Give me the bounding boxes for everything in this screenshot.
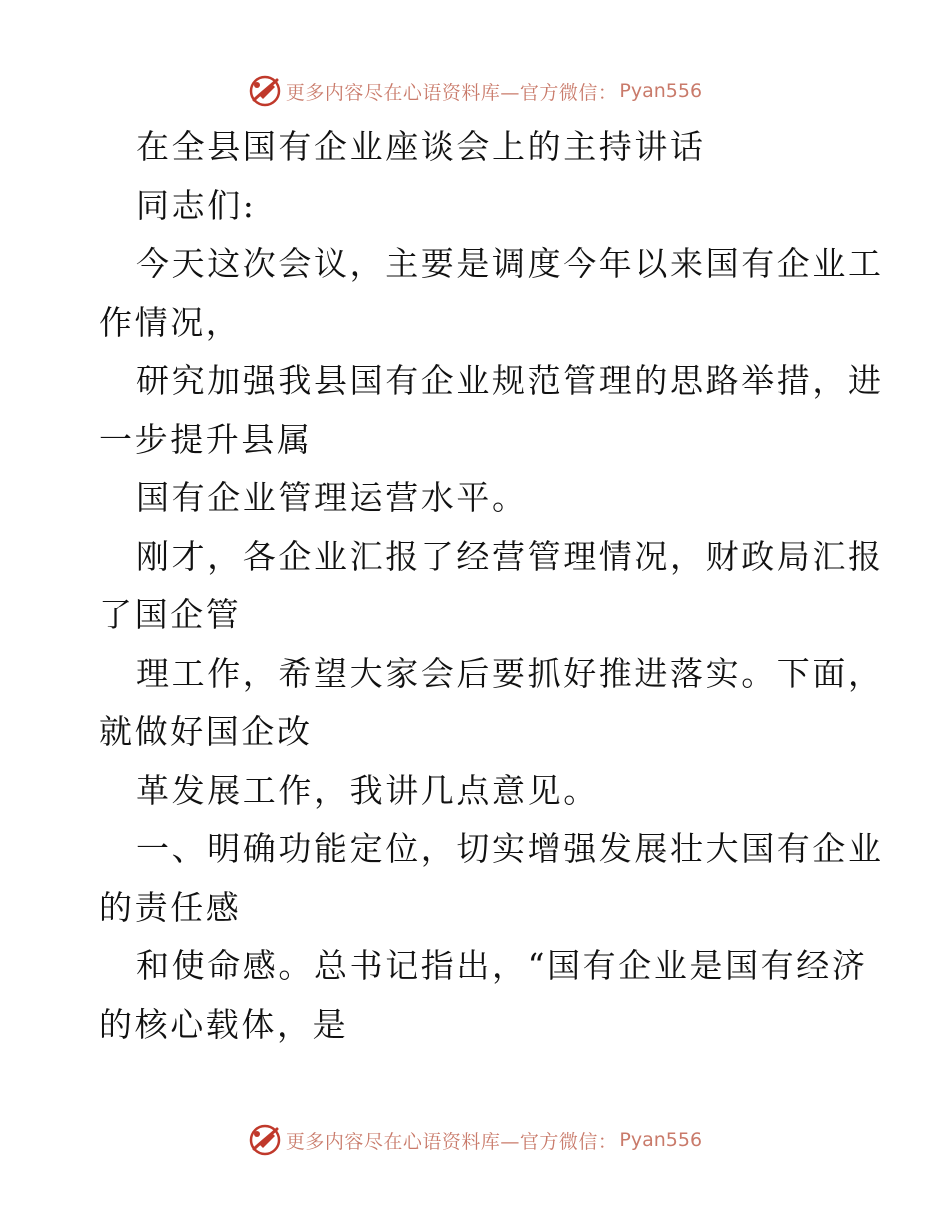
text-line: 在全县国有企业座谈会上的主持讲话: [136, 127, 706, 166]
text-line: 作情况，: [99, 302, 242, 342]
text-line: 和使命感。总书记指出，“国有企业是国有经济: [136, 946, 868, 985]
text-line: 今天这次会议，主要是调度今年以来国有企业工: [136, 244, 884, 283]
text-line: 就做好国企改: [99, 712, 313, 751]
document-body: [99, 118, 884, 1054]
text-line: 一、明确功能定位，切实增强发展壮大国有企业: [136, 829, 884, 868]
text-line: 的责任感: [99, 887, 242, 927]
pen-logo-icon: [248, 74, 282, 108]
text-line: 革发展工作，我讲几点意见。: [136, 770, 599, 810]
watermark-text: 更多内容尽在心语资料库—官方微信：: [285, 1130, 618, 1153]
text-line: 了国企管: [99, 595, 242, 634]
footer-watermark: [0, 1120, 950, 1160]
text-line: 理工作，希望大家会后要抓好推进落实。下面，: [136, 653, 884, 693]
watermark-wechat-id: Pyan556: [619, 80, 703, 102]
text-line: 一步提升县属: [99, 419, 313, 459]
watermark-wechat-id: Pyan556: [619, 1129, 703, 1151]
text-line: 刚才，各企业汇报了经营管理情况，财政局汇报: [136, 536, 884, 576]
header-watermark: [0, 71, 950, 111]
watermark-text: 更多内容尽在心语资料库—官方微信：: [285, 81, 618, 104]
text-line: 国有企业管理运营水平。: [136, 478, 528, 517]
text-line: 同志们:: [136, 185, 257, 225]
pen-logo-icon: [248, 1123, 282, 1157]
text-line: 研究加强我县国有企业规范管理的思路举措，进: [136, 361, 884, 400]
text-line: 的核心载体，是: [99, 1004, 349, 1044]
